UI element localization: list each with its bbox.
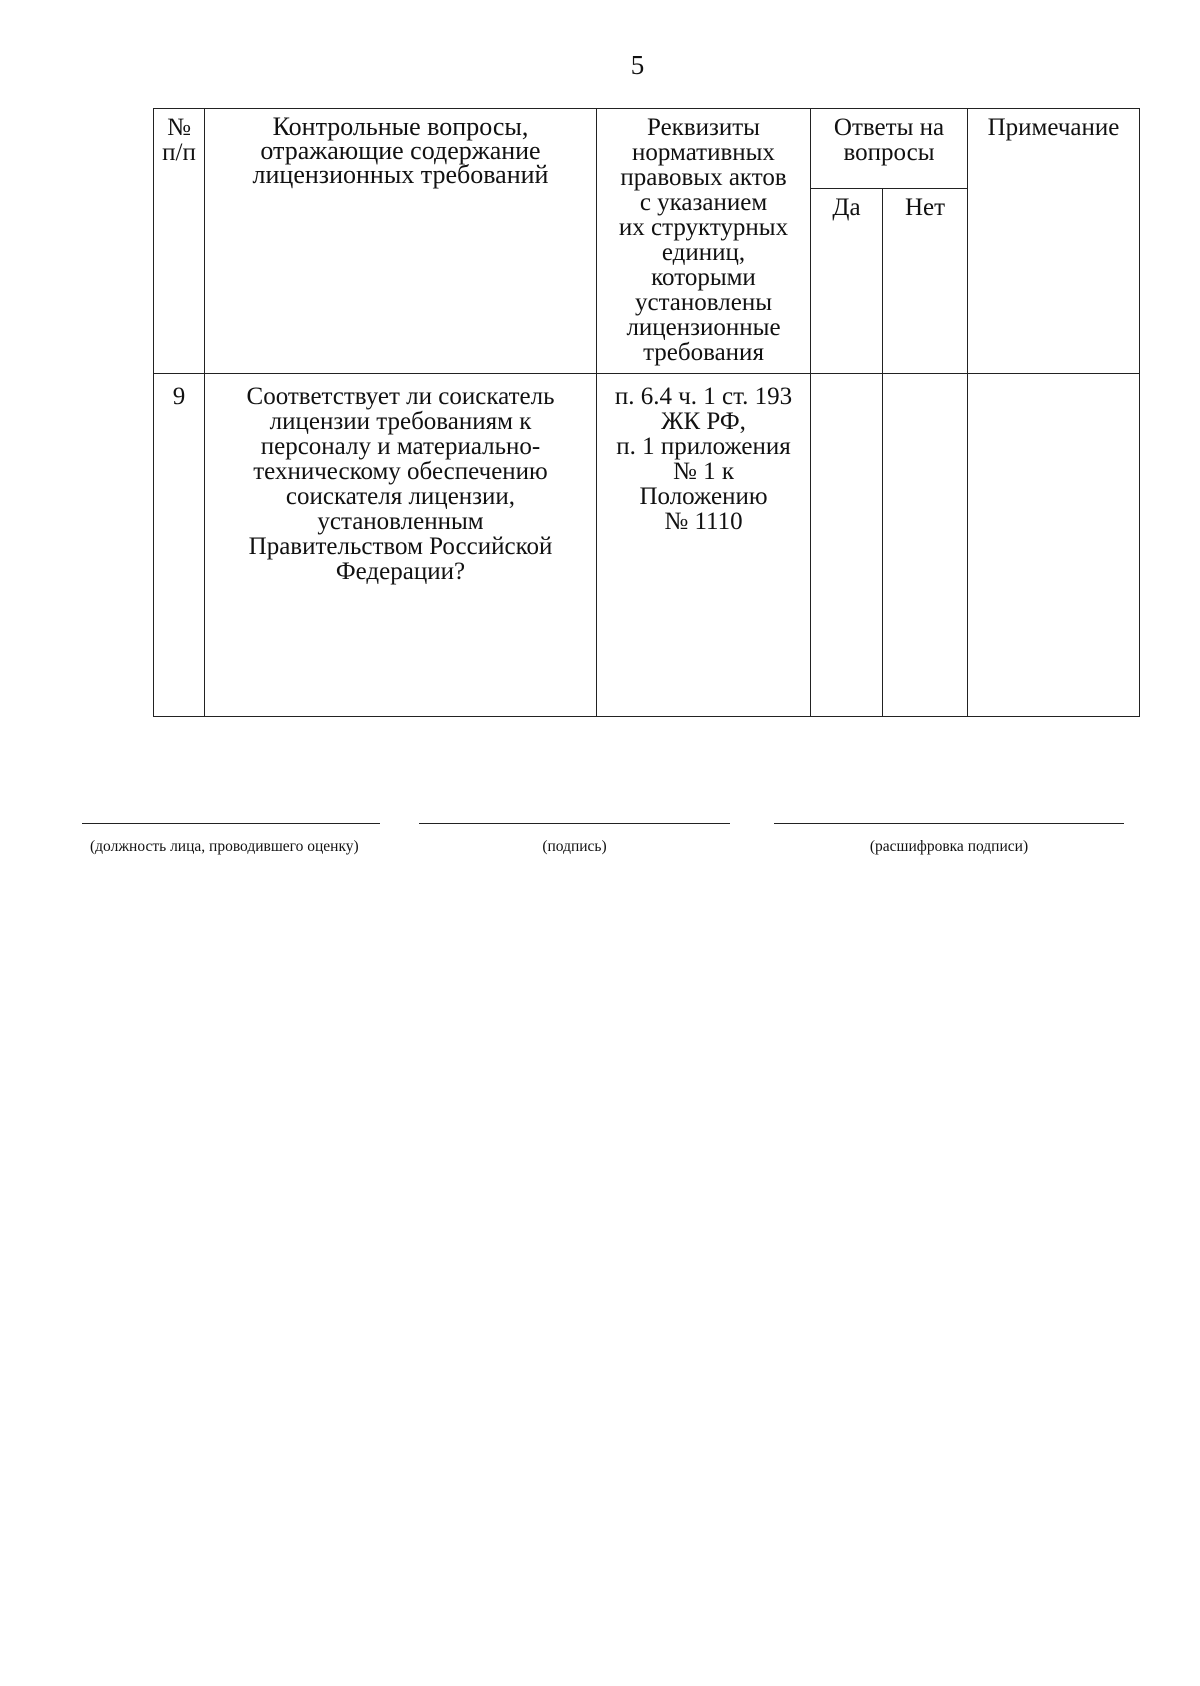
signature-caption: (подпись) <box>542 838 607 855</box>
row-question: Соответствует ли соискатель лицензии требованиям к персоналу и материально- техническому обеспечению соискателя лицензии, установленным Правительством Российской Федерации? <box>205 374 597 717</box>
row-note[interactable] <box>968 374 1140 717</box>
row-reference: п. 6.4 ч. 1 ст. 193 ЖК РФ, п. 1 приложения № 1 к Положению № 1110 <box>597 374 811 717</box>
signature-block <box>419 823 730 856</box>
page-number: 5 <box>630 50 645 80</box>
row-answer-yes[interactable] <box>811 374 883 717</box>
header-requisites: Реквизиты нормативных правовых актов с указанием их структурных единиц, которыми установлены лицензионные требования <box>597 109 811 374</box>
position-signature-block <box>82 823 380 856</box>
header-no: Нет <box>883 189 968 374</box>
decoding-signature-block <box>774 823 1124 856</box>
signature-line[interactable] <box>419 823 730 824</box>
row-num: 9 <box>154 374 205 717</box>
header-question: Контрольные вопросы, отражающие содержание лицензионных требований <box>205 109 597 374</box>
header-answers: Ответы на вопросы <box>811 109 968 189</box>
decoding-line[interactable] <box>774 823 1124 824</box>
header-yes: Да <box>811 189 883 374</box>
checklist-table <box>153 108 1140 717</box>
header-note: Примечание <box>968 109 1140 374</box>
table-header-row-1 <box>154 109 1140 189</box>
decoding-caption: (расшифровка подписи) <box>869 838 1029 855</box>
row-answer-no[interactable] <box>883 374 968 717</box>
header-num: № п/п <box>154 109 205 374</box>
position-line[interactable] <box>82 823 380 824</box>
table-row <box>154 374 1140 717</box>
position-caption: (должность лица, проводившего оценку) <box>90 838 359 855</box>
